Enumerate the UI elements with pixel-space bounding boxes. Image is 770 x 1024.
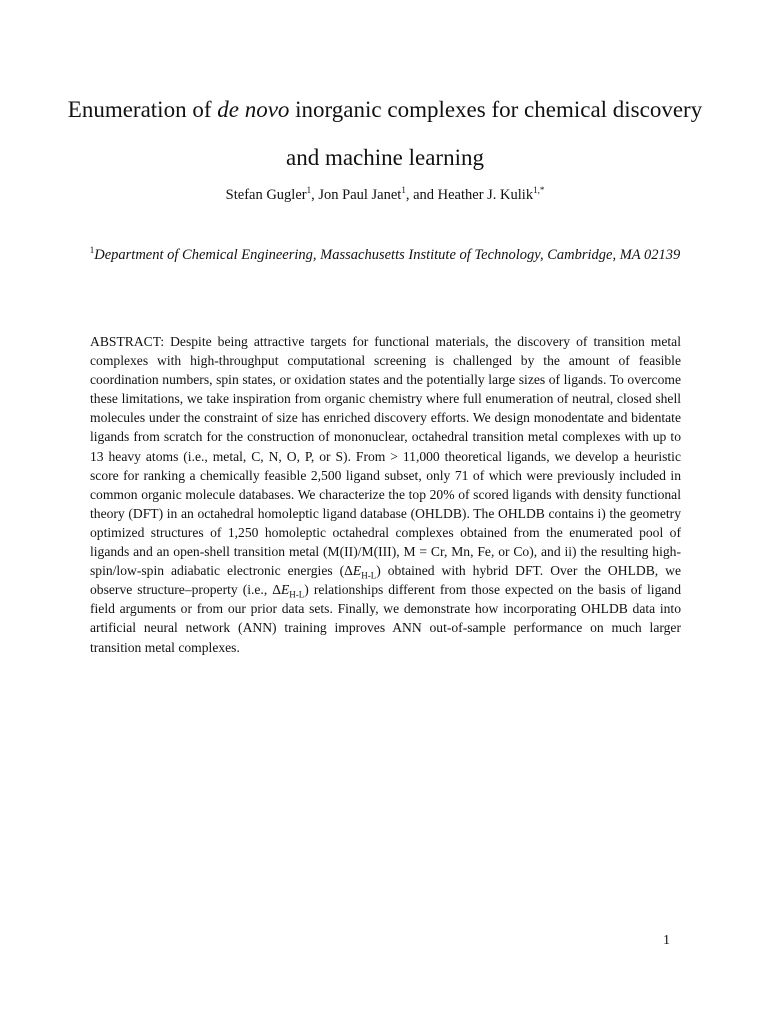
affiliation-marker: 1 <box>89 245 95 256</box>
author-name: Jon Paul Janet <box>318 187 402 203</box>
author-separator: , and <box>405 187 438 203</box>
paper-title <box>60 86 710 182</box>
delta-symbol: Δ <box>344 563 353 579</box>
author-affiliation-marker: 1 <box>401 185 406 196</box>
energy-symbol: E <box>352 563 362 579</box>
energy-subscript: H-L <box>361 570 377 581</box>
author-list <box>60 185 710 205</box>
energy-symbol: E <box>280 582 290 598</box>
author-name: Stefan Gugler <box>225 187 307 203</box>
title-italic: de novo <box>217 97 290 122</box>
author-name: Heather J. Kulik <box>437 187 534 203</box>
author-affiliation-marker: 1 <box>306 185 312 196</box>
title-part1: Enumeration of <box>67 97 218 122</box>
abstract-text-part2: ) obtained with hybrid DFT. Over the OHLDB, we observe structure–property (i.e., <box>90 563 681 598</box>
delta-symbol: Δ <box>272 582 281 598</box>
energy-subscript: H-L <box>289 589 305 600</box>
page-number: 1 <box>663 933 670 948</box>
abstract-text-part1: ABSTRACT: Despite being attractive targets for functional materials, the discovery of transition metal complexes with high-throughput computational screening is challenged by the amount of feasible coordination numbers, spin states, or oxidation states and the potentially large sizes of ligands. To overcome these limitations, we take inspiration from organic chemistry where full enumeration of neutral, closed shell molecules under the constraint of size has enriched discovery efforts. We design monodentate and bidentate ligands from scratch for the construction of mononuclear, octahedral transition metal complexes with up to 13 heavy atoms (i.e., metal, C, N, O, P, or S). From > 11,000 theoretical ligands, we develop a heuristic score for ranking a chemically feasible 2,500 ligand subset, only 71 of which were previously included in common organic molecule databases. We characterize the top 20% of scored ligands with density functional theory (DFT) in an octahedral homoleptic ligand database (OHLDB). The OHLDB contains i) the geometry optimized structures of 1,250 homoleptic octahedral complexes obtained from the enumerated pool of ligands and an open-shell transition metal (M(II)/M(III), M = Cr, Mn, Fe, or Co), and ii) the resulting high-spin/low-spin adiabatic electronic energies ( <box>90 334 681 579</box>
abstract-text-part3: ) relationships different from those expected on the basis of ligand field arguments or from our prior data sets. Finally, we demonstrate how incorporating OHLDB data into artificial neural network (ANN) training improves ANN out-of-sample performance on much larger transition metal complexes. <box>90 582 681 655</box>
abstract <box>90 332 681 657</box>
author-affiliation-marker: 1,* <box>533 185 545 196</box>
title-part2: inorganic complexes for chemical discovery and machine learning <box>286 97 703 170</box>
affiliation <box>80 235 690 275</box>
author-separator: , <box>311 187 319 203</box>
affiliation-text: Department of Chemical Engineering, Massachusetts Institute of Technology, Cambridge, MA 02139 <box>94 247 681 263</box>
